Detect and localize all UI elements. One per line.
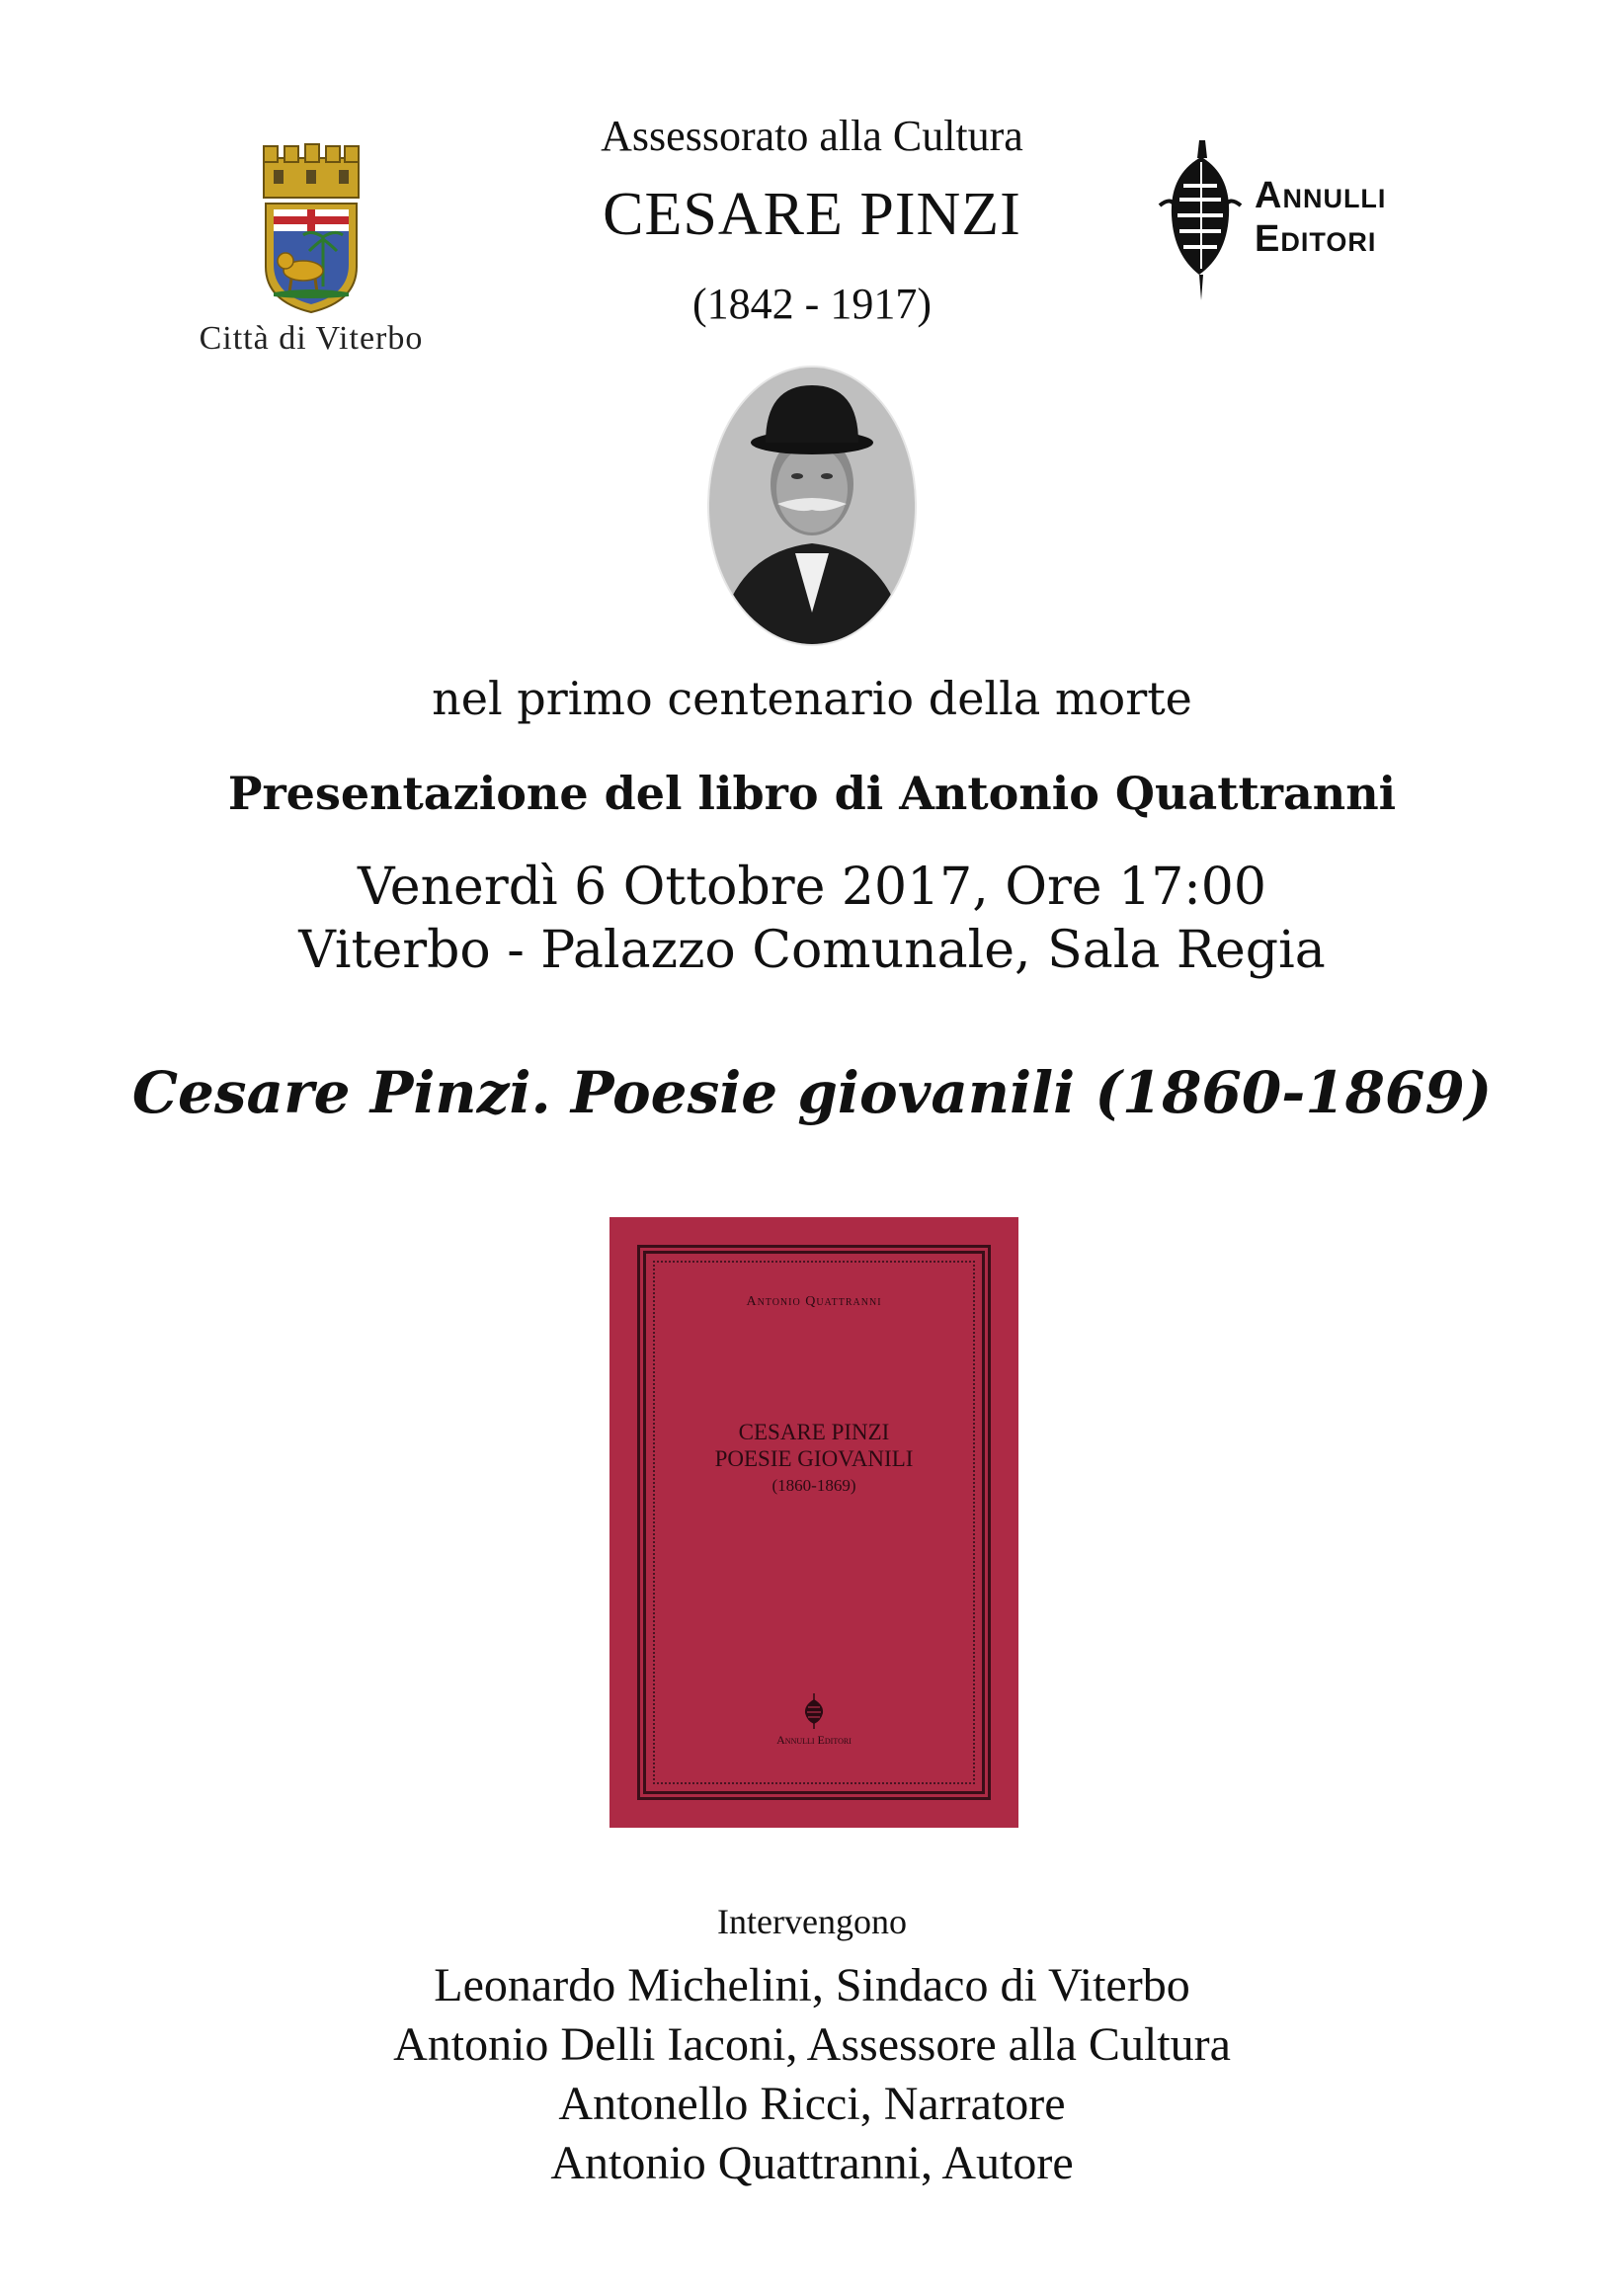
city-logo [178, 138, 445, 366]
speaker-item: Antonio Quattranni, Autore [550, 2137, 1074, 2189]
centenary-line: nel primo centenario della morte [432, 672, 1192, 725]
portrait-photo [696, 356, 928, 657]
life-dates: (1842 - 1917) [692, 280, 932, 328]
cover-publisher: Annulli Editori [776, 1733, 852, 1747]
speaker-item: Antonello Ricci, Narratore [558, 2078, 1066, 2130]
cover-title-line: POESIE GIOVANILI [714, 1446, 914, 1471]
page-title: CESARE PINZI [603, 181, 1021, 248]
speaker-item: Antonio Delli Iaconi, Assessore alla Cultura [393, 2018, 1231, 2071]
publisher-name-line2: Editori [1255, 218, 1377, 260]
speaker-item: Leonardo Michelini, Sindaco di Viterbo [434, 1959, 1190, 2011]
presentation-line: Presentazione del libro di Antonio Quattranni [227, 767, 1397, 820]
event-date: Venerdì 6 Ottobre 2017, Ore 17:00 [358, 858, 1266, 917]
cover-title-years: (1860-1869) [771, 1476, 856, 1495]
cover-author: Antonio Quattranni [746, 1294, 882, 1309]
department-heading: Assessorato alla Cultura [601, 112, 1023, 160]
cover-title-line: CESARE PINZI [738, 1420, 890, 1444]
book-title: Cesare Pinzi. Poesie giovanili (1860-1869) [131, 1059, 1493, 1126]
event-venue: Viterbo - Palazzo Comunale, Sala Regia [298, 921, 1326, 980]
book-cover [609, 1217, 1018, 1828]
publisher-name-line1: Annulli [1255, 175, 1387, 216]
city-name: Città di Viterbo [199, 320, 424, 357]
publisher-mark-icon [799, 1691, 829, 1731]
speakers-heading: Intervengono [717, 1902, 907, 1941]
